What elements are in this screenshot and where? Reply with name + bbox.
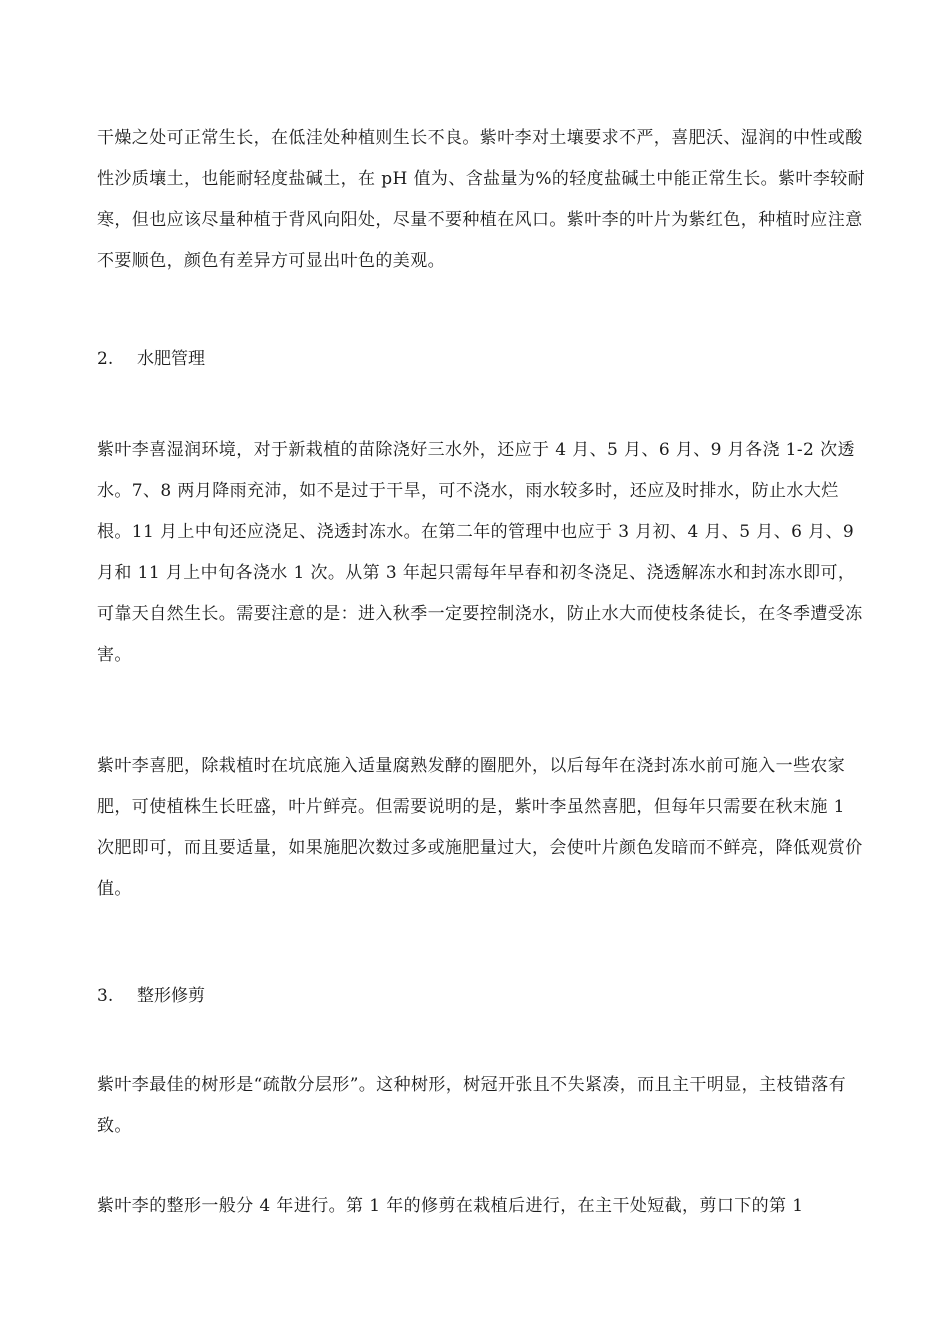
paragraph-watering: 紫叶李喜湿润环境，对于新栽植的苗除浇好三水外，还应于 4 月、5 月、6 月、9 月各浇 1-2 次透水。7、8 两月降雨充沛，如不是过于干旱，可不浇水，雨水较多时，还应及时排水，防止水大烂根。11 月上中旬还应浇足、浇透封冻水。在第二年的管理中也应于 3 月初、4 月、5 月、6 月、9 月和 11 月上中旬各浇水 1 次。从第 3 年起只需每年早春和初冬浇足、浇透解冻水和封冻水即可，可靠天自然生长。需要注意的是：进入秋季一定要控制浇水，防止水大而使枝条徒长，在冬季遭受冻害。: [97, 440, 863, 665]
section-heading-pruning: [97, 976, 205, 1017]
section-heading-water-fertilizer: [97, 339, 205, 380]
section-title: 整形修剪: [137, 986, 205, 1006]
section-number: 2.: [97, 349, 114, 369]
section-title: 水肥管理: [137, 349, 205, 369]
section-number: 3.: [97, 986, 114, 1006]
paragraph-pruning-steps: 紫叶李的整形一般分 4 年进行。第 1 年的修剪在栽植后进行，在主干处短截，剪口下的第 1: [97, 1196, 804, 1216]
paragraph-fertilizing: 紫叶李喜肥，除栽植时在坑底施入适量腐熟发酵的圈肥外，以后每年在浇封冻水前可施入一些农家肥，可使植株生长旺盛，叶片鲜亮。但需要说明的是，紫叶李虽然喜肥，但每年只需要在秋末施 1 次肥即可，而且要适量，如果施肥次数过多或施肥量过大，会使叶片颜色发暗而不鲜亮，降低观赏价值。: [97, 756, 863, 899]
paragraph-planting-conditions: 干燥之处可正常生长，在低洼处种植则生长不良。紫叶李对土壤要求不严，喜肥沃、湿润的中性或酸性沙质壤土，也能耐轻度盐碱土，在 pH 值为、含盐量为%的轻度盐碱土中能正常生长。紫叶李较耐寒，但也应该尽量种植于背风向阳处，尽量不要种植在风口。紫叶李的叶片为紫红色，种植时应注意不要顺色，颜色有差异方可显出叶色的美观。: [97, 128, 866, 271]
paragraph-tree-shape: 紫叶李最佳的树形是“疏散分层形”。这种树形，树冠开张且不失紧凑，而且主干明显，主枝错落有致。: [97, 1075, 846, 1136]
